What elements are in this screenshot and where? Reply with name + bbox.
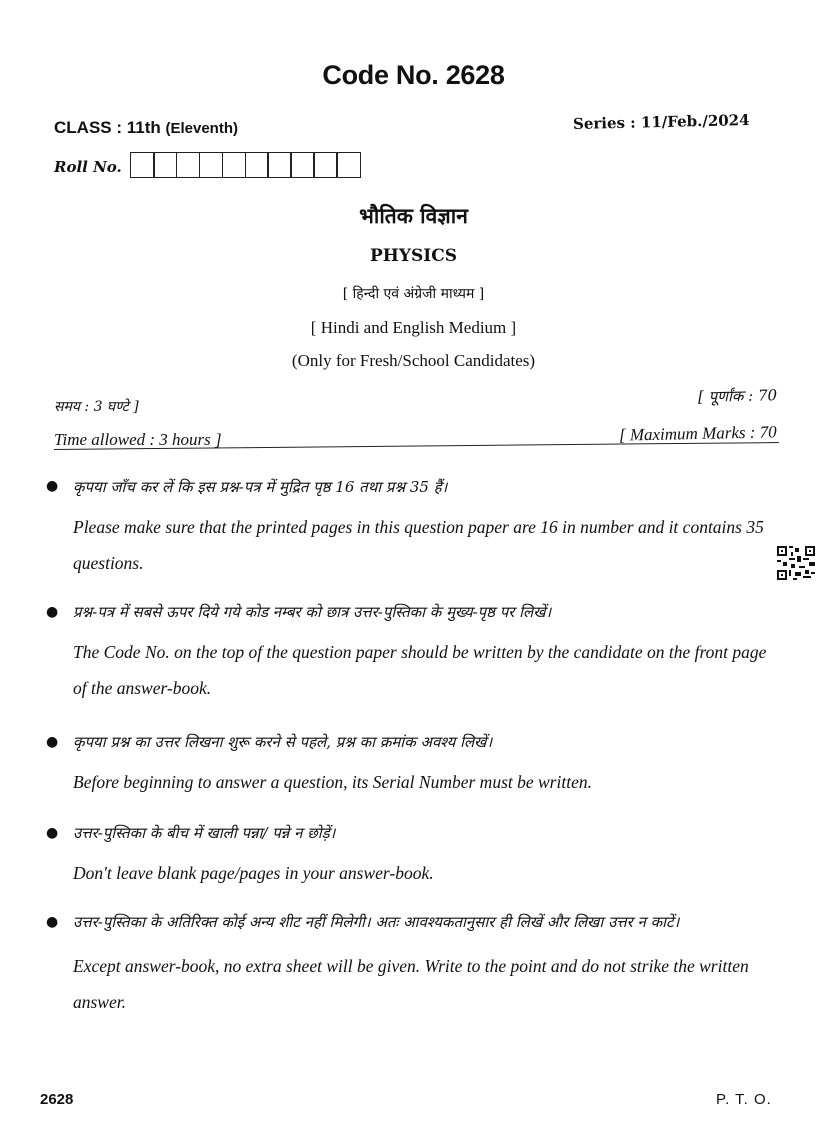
instruction-english: Before beginning to answer a question, its Serial Number must be written. — [73, 772, 592, 792]
medium-hindi: [ हिन्दी एवं अंग्रेजी माध्यम ] — [342, 286, 485, 302]
bullet-icon: ● — [46, 914, 59, 930]
footer-pto: P. T. O. — [716, 1091, 772, 1108]
instruction-3 — [73, 724, 776, 800]
instruction-hindi: उत्तर-पुस्तिका के अतिरिक्त कोई अन्य शीट नहीं मिलेगी। अतः आवश्यकतानुसार ही लिखें और लिखा उत्तर न काटें। — [73, 913, 680, 931]
instruction-hindi: प्रश्न-पत्र में सबसे ऊपर दिये गये कोड नम्बर को छात्र उत्तर-पुस्तिका के मुख्य-पृष्ठ पर लिखें। — [73, 603, 552, 621]
instruction-hindi: उत्तर-पुस्तिका के बीच में खाली पन्ना/ पन्ने न छोड़ें। — [73, 824, 336, 842]
roll-box[interactable] — [245, 152, 270, 178]
instruction-5 — [73, 904, 776, 1020]
roll-box[interactable] — [222, 152, 247, 178]
candidates-note: (Only for Fresh/School Candidates) — [291, 351, 536, 370]
roll-box[interactable] — [199, 152, 224, 178]
medium-english: [ Hindi and English Medium ] — [310, 318, 517, 337]
subject-title: PHYSICS — [369, 246, 458, 266]
roll-box[interactable] — [313, 152, 338, 178]
instruction-english: The Code No. on the top of the question paper should be written by the candidate on the front page of the answer-book. — [73, 642, 767, 698]
class-value: CLASS : 11th — [54, 118, 161, 137]
roll-number-boxes[interactable] — [130, 152, 359, 178]
roll-box[interactable] — [290, 152, 315, 178]
instruction-english: Please make sure that the printed pages in this question paper are 16 in number and it contains 35 questions. — [73, 517, 764, 573]
instruction-2 — [73, 594, 776, 706]
class-label — [54, 118, 238, 138]
roll-box[interactable] — [336, 152, 361, 178]
maximum-marks-hindi: [ पूर्णांक : 70 — [697, 386, 778, 406]
series-label: Series : 11/Feb./2024 — [572, 110, 750, 133]
instruction-hindi: कृपया प्रश्न का उत्तर लिखना शुरू करने से पहले, प्रश्न का क्रमांक अवश्य लिखें। — [73, 733, 493, 751]
instruction-english: Except answer-book, no extra sheet will be given. Write to the point and do not strike the written answer. — [73, 956, 749, 1012]
roll-box[interactable] — [130, 152, 155, 178]
subject-title-hindi: भौतिक विज्ञान — [359, 203, 468, 228]
footer-code-number: 2628 — [40, 1091, 74, 1108]
qr-code-icon — [777, 546, 815, 580]
bullet-icon: ● — [46, 604, 59, 620]
instruction-4 — [73, 815, 776, 891]
instruction-english: Don't leave blank page/pages in your answer-book. — [73, 863, 434, 883]
roll-box[interactable] — [153, 152, 178, 178]
roll-box[interactable] — [176, 152, 201, 178]
code-number-title: Code No. 2628 — [322, 60, 505, 90]
bullet-icon: ● — [46, 478, 59, 494]
bullet-icon: ● — [46, 734, 59, 750]
instruction-1 — [73, 469, 776, 581]
maximum-marks-english: [ Maximum Marks : 70 — [619, 422, 778, 445]
time-allowed-hindi: समय : 3 घण्टे ] — [54, 399, 139, 415]
time-allowed-english: Time allowed : 3 hours ] — [54, 430, 222, 449]
bullet-icon: ● — [46, 825, 59, 841]
class-subtext: (Eleventh) — [165, 120, 238, 137]
roll-number-label: Roll No. — [54, 158, 122, 176]
instruction-hindi: कृपया जाँच कर लें कि इस प्रश्न-पत्र में मुद्रित पृष्ठ 16 तथा प्रश्न 35 हैं। — [73, 478, 448, 496]
roll-box[interactable] — [267, 152, 292, 178]
